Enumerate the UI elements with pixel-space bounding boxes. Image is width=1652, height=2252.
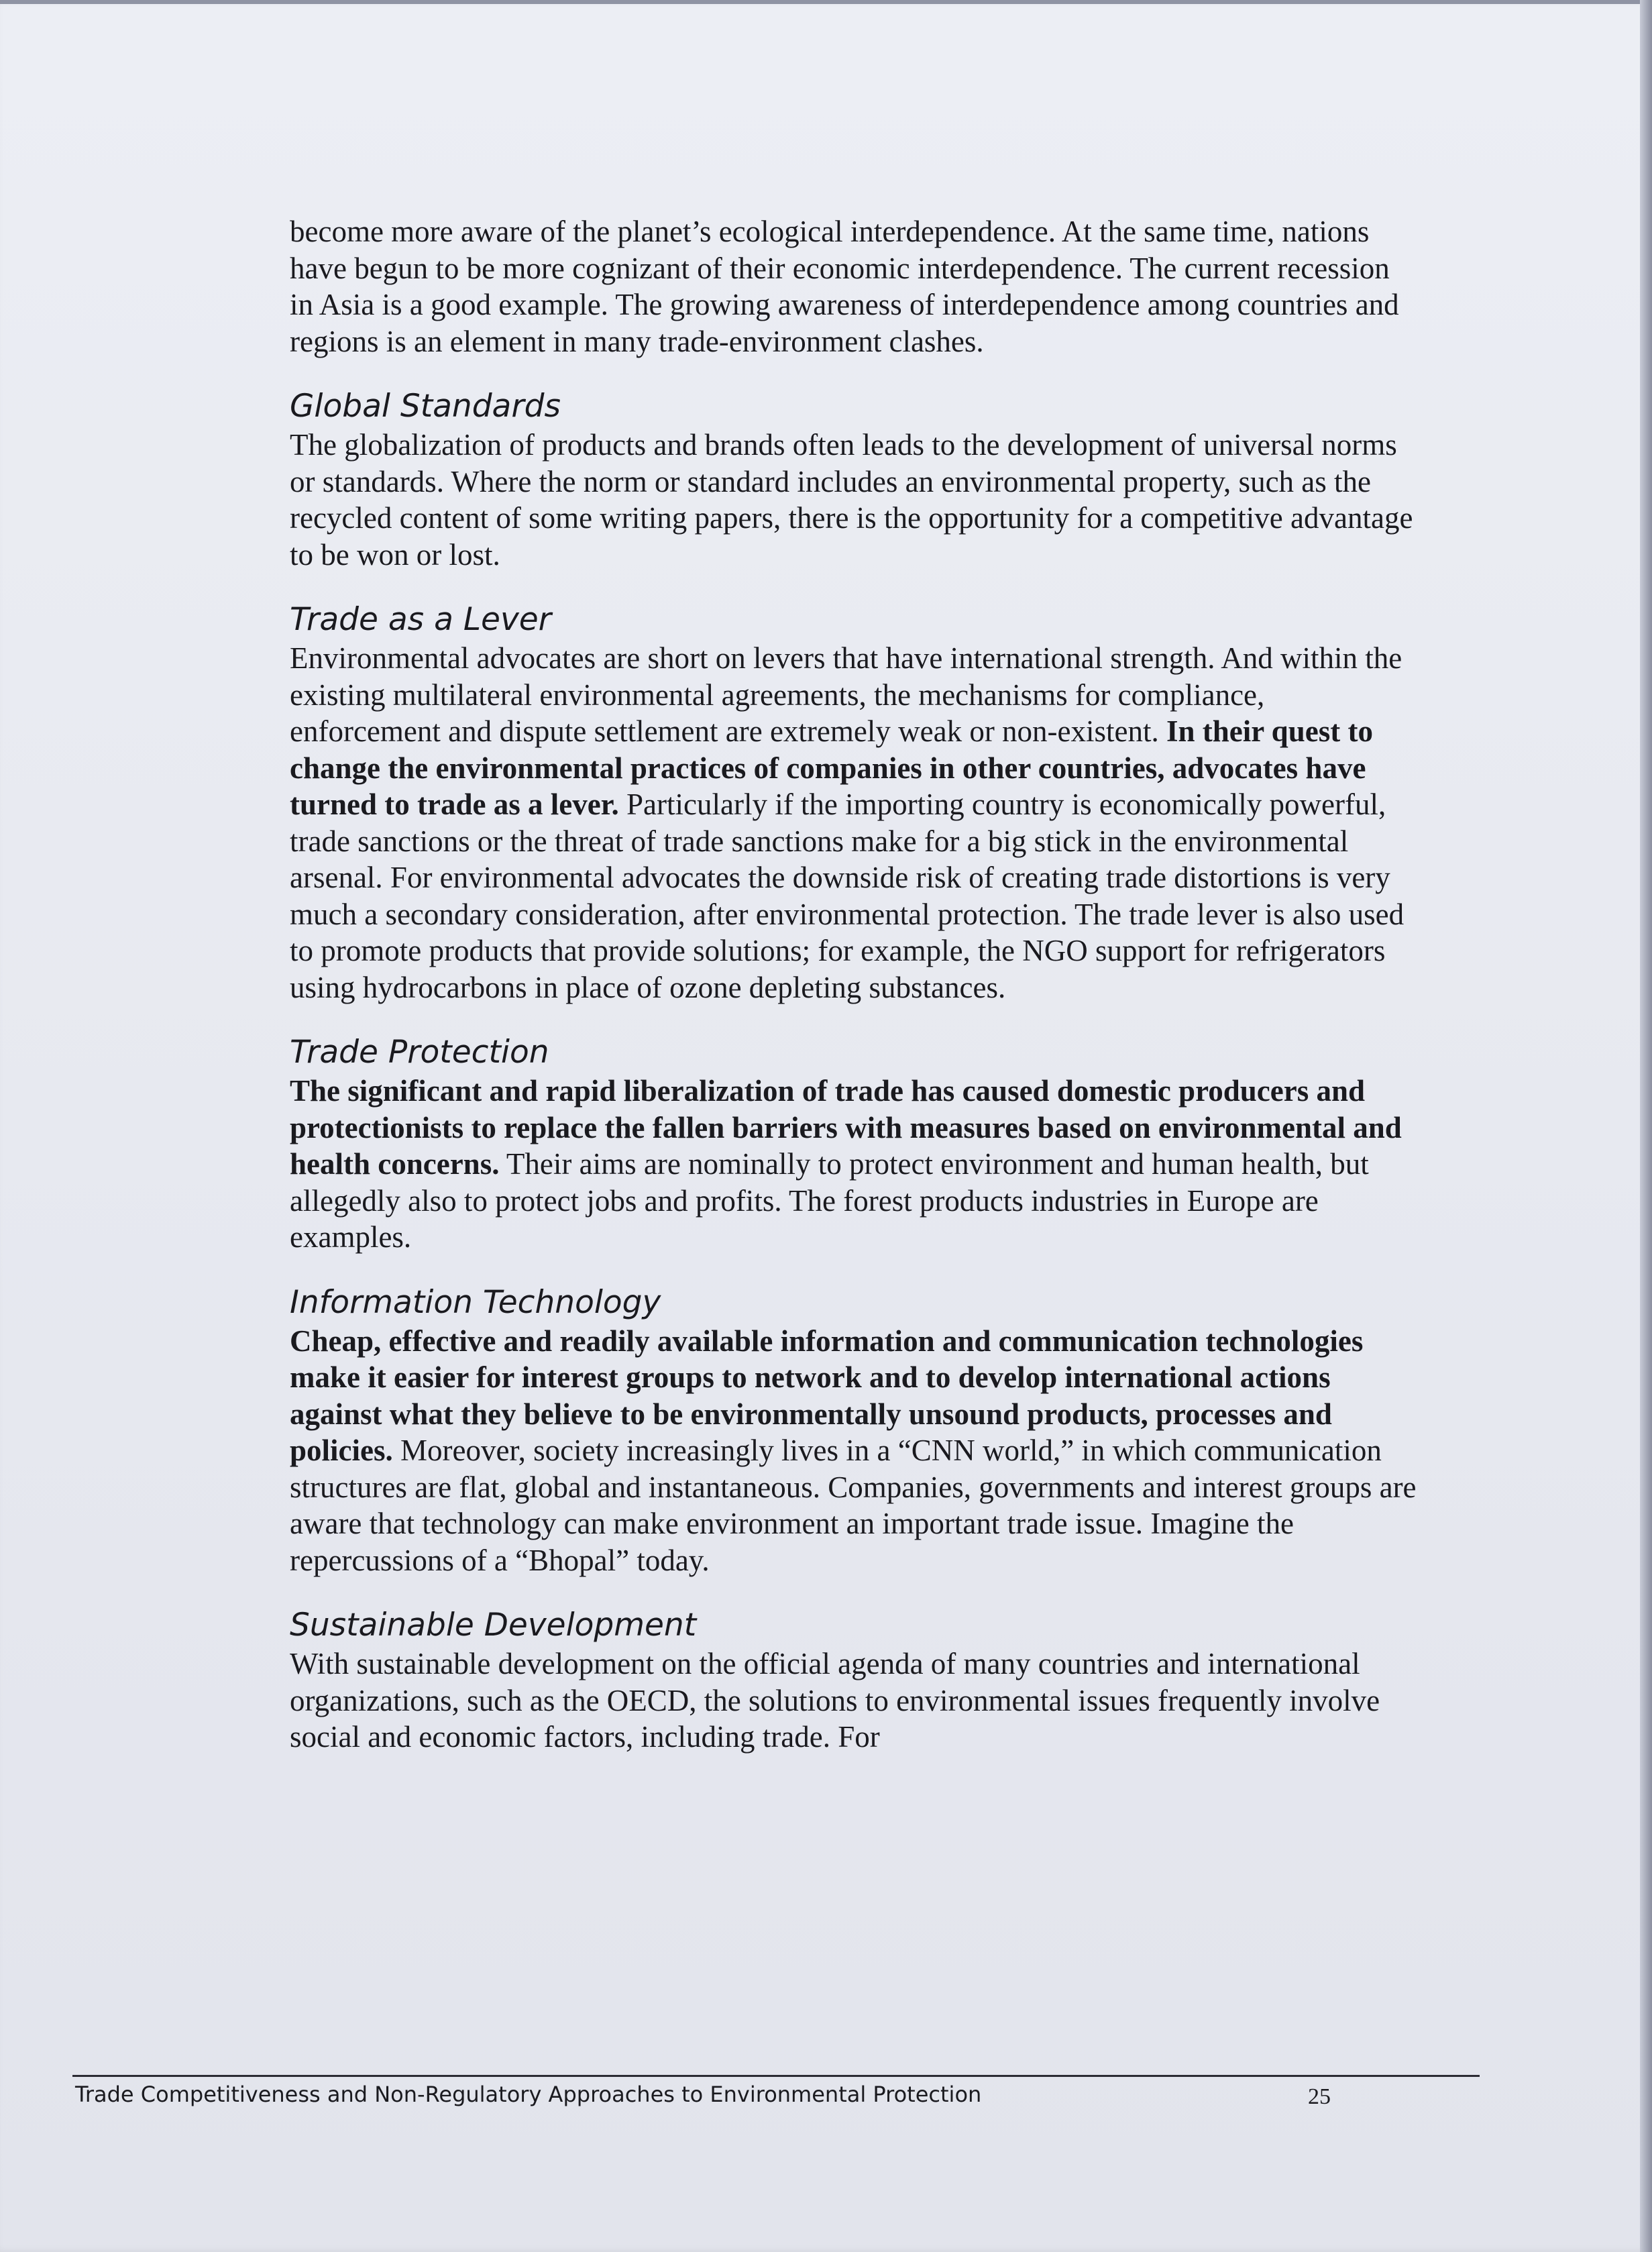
intro-paragraph: become more aware of the planet’s ecological interdependence. At the same time, nations have begun to be more cognizant of their economic interdependence. The current recession in Asia is a good example. The growing awareness of interdependence among countries and regions is an element in many trade-environment clashes.: [290, 215, 1399, 358]
footer-title: Trade Competitiveness and Non-Regulatory Approaches to Environmental Protection: [75, 2082, 982, 2107]
footer-rule: [72, 2075, 1480, 2077]
trade-lever-text-after: Particularly if the importing country is economically powerful, trade sanctions or the threat of trade sanctions make for a big stick in the environmental arsenal. For environmental advocates the downside risk of creating trade distortions is very much a secondary consideration, after environmental protection. The trade lever is also used to promote products that provide solutions; for example, the NGO support for refrigerators using hydrocarbons in place of ozone depleting substances.: [290, 788, 1405, 1004]
heading-information-technology: Information Technology: [290, 1283, 661, 1321]
page-number: 25: [1308, 2084, 1331, 2109]
heading-global-standards: Global Standards: [290, 388, 561, 425]
trade-as-a-lever-paragraph: [290, 640, 1417, 1006]
page-top-edge: [0, 0, 1652, 4]
trade-protection-paragraph: [290, 1073, 1417, 1256]
information-technology-paragraph: [290, 1323, 1417, 1579]
heading-sustainable-development: Sustainable Development: [290, 1607, 697, 1644]
global-standards-paragraph: [290, 427, 1417, 573]
information-technology-text-after: Moreover, society increasingly lives in a “CNN world,” in which communication structures are flat, global and instantaneous. Companies, governments and interest groups are aware that technology can make environment an important trade issue. Imagine the repercussions of a “Bhopal” today.: [290, 1434, 1417, 1577]
information-technology-bold-text: Cheap, effective and readily available information and communication technologies make it easier for interest groups to network and to develop international actions against what they believe to be environmentally unsound products, processes and policies.: [290, 1324, 1364, 1467]
sustainable-development-text: With sustainable development on the official agenda of many countries and international organizations, such as the OECD, the solutions to environmental issues frequently involve social and economic factors, including trade. For: [290, 1647, 1380, 1754]
trade-lever-bold-text: In their quest to change the environmental practices of companies in other countries, advocates have turned to trade as a lever.: [290, 714, 1373, 821]
trade-protection-bold-text: The significant and rapid liberalization of trade has caused domestic producers and protectionists to replace the fallen barriers with measures based on environmental and health concerns.: [290, 1074, 1402, 1181]
trade-lever-text-before: Environmental advocates are short on levers that have international strength. And within the existing multilateral environmental agreements, the mechanisms for compliance, enforcement and dispute settlement are extremely weak or non-existent.: [290, 641, 1402, 748]
trade-protection-text-after: Their aims are nominally to protect environment and human health, but allegedly also to protect jobs and profits. The forest products industries in Europe are examples.: [290, 1147, 1369, 1254]
sustainable-development-paragraph: [290, 1646, 1417, 1756]
body-text: [290, 213, 1417, 1756]
heading-trade-protection: Trade Protection: [290, 1034, 549, 1071]
heading-trade-as-a-lever: Trade as a Lever: [290, 601, 551, 638]
global-standards-text: The globalization of products and brands often leads to the development of universal norms or standards. Where the norm or standard includes an environmental property, such as the recycled content of some writing papers, there is the opportunity for a competitive advantage to be won or lost.: [290, 428, 1413, 572]
page-right-edge: [1640, 0, 1652, 2252]
